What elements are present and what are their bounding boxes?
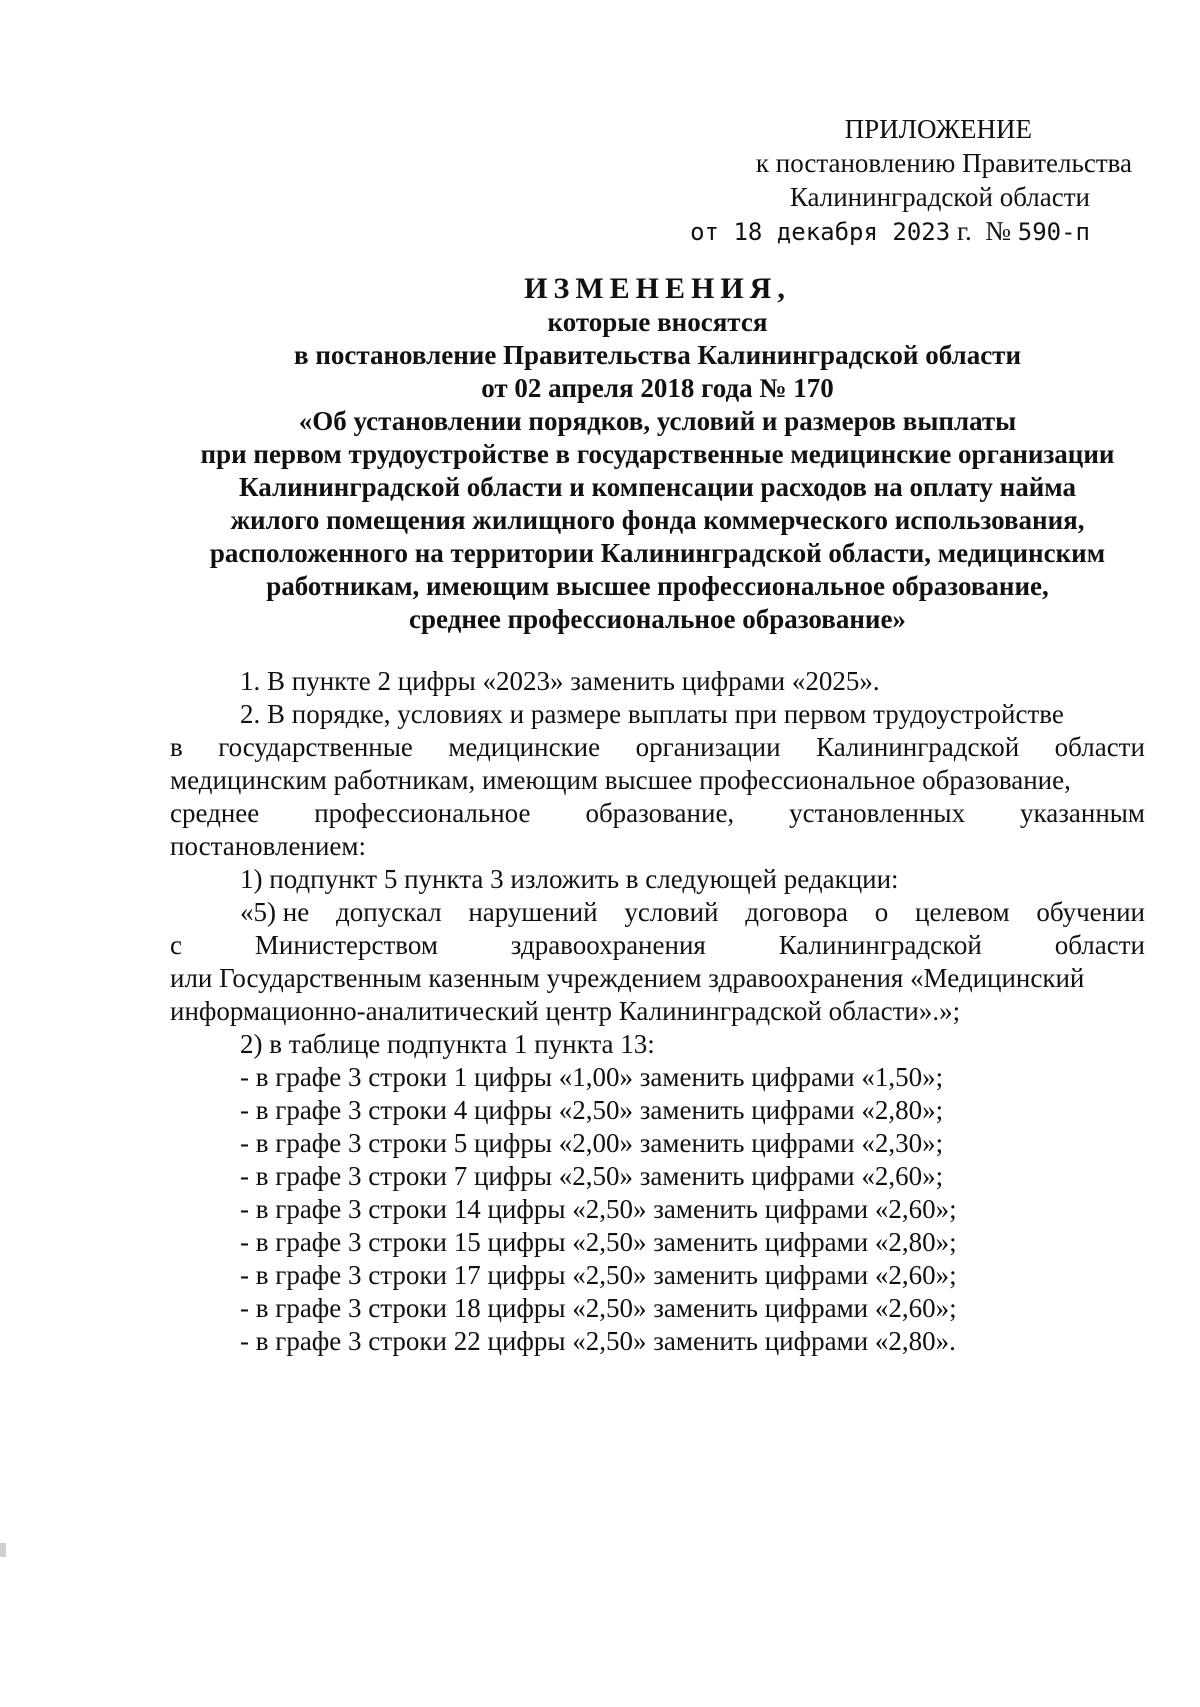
document-body [170,665,1145,1358]
date-year-suffix: г. [950,216,972,246]
word: обучении [1036,897,1145,927]
heading-line: расположенного на территории Калининградской области, медицинским [209,538,1106,568]
change-item: - в графе 3 строки 22 цифры «2,50» заменить цифрами «2,80». [240,1326,956,1356]
word: условий [624,897,719,927]
paragraph-1: 1. В пункте 2 цифры «2023» заменить цифрами «2025». [240,666,880,696]
word: «5) не [240,897,310,927]
quote-line-4: информационно-аналитический центр Калининградской области».»; [170,996,961,1026]
paragraph-2-line-3: медицинским работникам, имеющим высшее профессиональное образование, [170,765,1071,795]
change-item: - в графе 3 строки 17 цифры «2,50» заменить цифрами «2,60»; [240,1260,957,1290]
word: профессиональное [314,798,531,828]
change-item: - в графе 3 строки 5 цифры «2,00» заменить цифрами «2,30»; [240,1128,944,1158]
approval-date-number [690,214,1090,249]
subitem-1: 1) подпункт 5 пункта 3 изложить в следующей редакции: [240,864,899,894]
change-item: - в графе 3 строки 18 цифры «2,50» заменить цифрами «2,60»; [240,1293,957,1323]
word: образование, [585,798,735,828]
word: с [170,930,182,960]
heading-line: среднее профессиональное образование» [409,604,906,634]
change-item: - в графе 3 строки 15 цифры «2,50» заменить цифрами «2,80»; [240,1227,957,1257]
word: в [170,732,183,762]
heading-line: в постановление Правительства Калининградской области [294,340,1021,370]
change-item: - в графе 3 строки 14 цифры «2,50» заменить цифрами «2,60»; [240,1194,957,1224]
subitem-2: 2) в таблице подпункта 1 пункта 13: [240,1029,655,1059]
number-sign: № [985,216,1011,246]
paragraph-2-line-2 [170,731,1145,764]
heading-line: «Об установлении порядков, условий и размеров выплаты [298,406,1017,436]
word: здравоохранения [510,930,706,960]
word: нарушений [468,897,598,927]
word: государственные [218,732,413,762]
document-heading [170,272,1145,636]
heading-line: при первом трудоустройстве в государственные медицинские организации [200,439,1115,469]
word: области [1054,732,1145,762]
word: допускал [335,897,442,927]
word: Калининградской [778,930,982,960]
word: медицинские [448,732,601,762]
change-item: - в графе 3 строки 1 цифры «1,00» заменить цифрами «1,50»; [240,1062,944,1092]
date-stamp: 18 декабря 2023 [733,218,951,246]
scan-edge-mark [0,1543,6,1557]
heading-line: жилого помещения жилищного фонда коммерческого использования, [230,505,1085,535]
word: указанным [1020,798,1145,828]
heading-line: от 02 апреля 2018 года № 170 [481,373,834,403]
paragraph-2-line-4 [170,797,1145,830]
approval-line-region: Калининградской области [789,182,1090,212]
approval-line-resolution: к постановлению Правительства [755,148,1132,178]
change-item: - в графе 3 строки 4 цифры «2,50» заменить цифрами «2,80»; [240,1095,944,1125]
quote-line-1 [170,896,1145,929]
heading-line: которые вносятся [547,307,768,337]
quote-line-2 [170,929,1145,962]
change-item: - в графе 3 строки 7 цифры «2,50» заменить цифрами «2,60»; [240,1161,944,1191]
approval-title: ПРИЛОЖЕНИЕ [844,114,1032,144]
quote-line-3: или Государственным казенным учреждением здравоохранения «Медицинский [170,963,1085,993]
word: договора [745,897,848,927]
word: Калининградской [816,732,1020,762]
number-stamp: 590-п [1017,218,1090,246]
paragraph-2-line-5: постановлением: [170,831,366,861]
word: установленных [789,798,966,828]
date-prefix: от [690,218,734,246]
paragraph-2-line-1: 2. В порядке, условиях и размере выплаты при первом трудоустройстве [240,699,1064,729]
word: о [874,897,889,927]
word: среднее [170,798,260,828]
word: организации [635,732,781,762]
heading-line: работникам, имеющим высшее профессиональное образование, [266,571,1049,601]
heading-line: Калининградской области и компенсации расходов на оплату найма [239,472,1076,502]
word: области [1054,930,1145,960]
word: целевом [915,897,1010,927]
word: Министерством [254,930,438,960]
heading-title: ИЗМЕНЕНИЯ, [524,272,791,305]
